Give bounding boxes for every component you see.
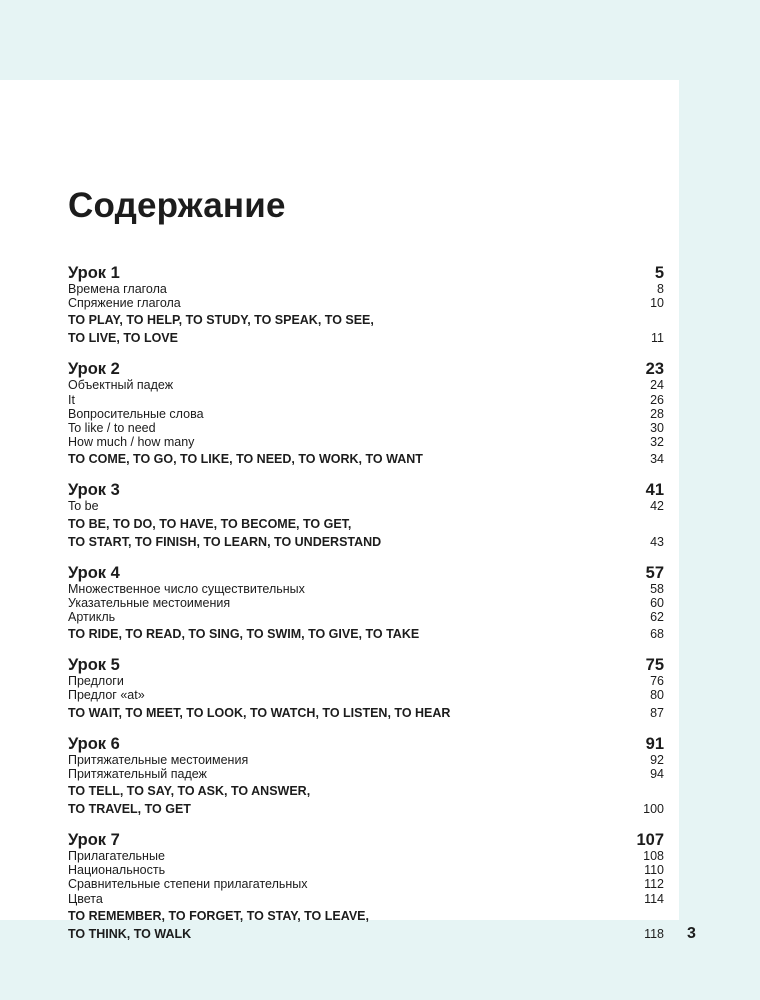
toc-entry-page: 58 <box>650 581 664 596</box>
lesson-page-number: 5 <box>654 264 664 282</box>
verbs-line: TO REMEMBER, TO FORGET, TO STAY, TO LEAVE, <box>68 908 369 923</box>
toc-entry[interactable] <box>68 393 664 407</box>
verbs-entry-page: 34 <box>650 452 664 467</box>
lesson-block <box>68 562 664 644</box>
toc-entry[interactable] <box>68 499 664 513</box>
verbs-line: TO RIDE, TO READ, TO SING, TO SWIM, TO GIVE, TO TAKE <box>68 627 420 642</box>
page-number: 3 <box>687 925 696 942</box>
toc-entry-label: Времена глагола <box>68 282 167 296</box>
lesson-page-number: 57 <box>645 563 664 582</box>
lesson-block <box>68 733 664 818</box>
lesson-heading[interactable] <box>68 358 664 380</box>
toc-entry[interactable] <box>68 282 664 296</box>
toc-entry-label: Предлог «at» <box>68 688 145 703</box>
verbs-entry-page: 87 <box>650 705 664 720</box>
verbs-entry-page: 68 <box>650 627 664 642</box>
toc-entry-label: Объектный падеж <box>68 378 174 393</box>
verbs-entry-label <box>68 783 643 818</box>
toc-entry[interactable] <box>68 877 664 891</box>
verbs-entry-label <box>68 312 651 347</box>
toc-entry[interactable] <box>68 688 664 702</box>
lesson-heading[interactable] <box>68 562 664 584</box>
toc-entry-label: Артикль <box>68 610 116 625</box>
verbs-entry-page: 100 <box>643 802 664 817</box>
verbs-entry-label <box>68 908 644 943</box>
toc-entry-label: Предлоги <box>68 674 124 689</box>
verbs-line: TO BE, TO DO, TO HAVE, TO BECOME, TO GET, <box>68 516 352 531</box>
verbs-entry-label <box>68 705 650 722</box>
toc-entry-page: 26 <box>650 392 664 407</box>
verbs-line: TO TRAVEL, TO GET <box>68 802 191 817</box>
toc-entry-page: 92 <box>650 752 664 767</box>
toc-entry[interactable] <box>68 610 664 624</box>
toc-entry[interactable] <box>68 421 664 435</box>
verbs-line: TO TELL, TO SAY, TO ASK, TO ANSWER, <box>68 784 311 799</box>
verbs-entry-page: 11 <box>651 331 664 346</box>
table-of-contents <box>68 262 664 954</box>
verbs-entry-page: 118 <box>644 926 664 941</box>
verbs-entry-label <box>68 516 650 551</box>
toc-entry-label: Прилагательные <box>68 849 165 864</box>
toc-entry[interactable] <box>68 863 664 877</box>
lesson-title: Урок 6 <box>68 734 120 753</box>
verbs-line: TO COME, TO GO, TO LIKE, TO NEED, TO WORK, TO WANT <box>68 452 423 467</box>
lesson-page-number: 91 <box>645 734 664 753</box>
lesson-block <box>68 479 664 550</box>
verbs-entry[interactable] <box>68 451 664 468</box>
lesson-title: Урок 7 <box>68 831 120 850</box>
toc-entry-page: 108 <box>643 849 664 864</box>
toc-entry-page: 76 <box>650 674 664 689</box>
toc-entry[interactable] <box>68 378 664 392</box>
toc-entry-label: Сравнительные степени прилагательных <box>68 877 308 892</box>
verbs-entry[interactable] <box>68 783 664 818</box>
page-title: Содержание <box>68 186 286 225</box>
toc-entry-label: Множественное число существительных <box>68 581 305 596</box>
lesson-title: Урок 4 <box>68 563 120 582</box>
verbs-line: TO PLAY, TO HELP, TO STUDY, TO SPEAK, TO SEE, <box>68 313 374 328</box>
toc-entry[interactable] <box>68 849 664 863</box>
toc-entry-label: To like / to need <box>68 421 156 436</box>
toc-entry-page: 62 <box>650 610 664 625</box>
toc-entry-label: How much / how many <box>68 435 195 450</box>
verbs-entry[interactable] <box>68 626 664 643</box>
toc-entry-page: 30 <box>650 421 664 436</box>
lesson-heading[interactable] <box>68 479 664 501</box>
toc-entry-label: To be <box>68 499 99 514</box>
lesson-heading[interactable] <box>68 733 664 755</box>
toc-entry[interactable] <box>68 892 664 906</box>
lesson-heading[interactable] <box>68 654 664 676</box>
verbs-line: TO LIVE, TO LOVE <box>68 331 178 346</box>
lesson-block <box>68 358 664 468</box>
verbs-entry-page: 43 <box>650 534 664 549</box>
lesson-title: Урок 3 <box>68 481 120 500</box>
toc-entry-label: Притяжательные местоимения <box>68 752 249 767</box>
toc-entry-page: 42 <box>650 499 664 514</box>
lesson-heading[interactable] <box>68 829 664 851</box>
lesson-heading[interactable] <box>68 262 664 284</box>
lesson-page-number: 107 <box>636 831 664 850</box>
toc-entry-label: Спряжение глагола <box>68 296 181 311</box>
toc-entry[interactable] <box>68 767 664 781</box>
toc-entry-page: 94 <box>650 766 664 781</box>
lesson-block <box>68 654 664 721</box>
verbs-entry[interactable] <box>68 908 664 943</box>
lesson-page-number: 41 <box>645 481 664 500</box>
toc-entry-page: 24 <box>650 378 664 393</box>
toc-entry-label: Притяжательный падеж <box>68 766 207 781</box>
toc-entry-label: Цвета <box>68 891 103 906</box>
toc-entry-page: 32 <box>650 435 664 450</box>
toc-entry-page: 110 <box>644 863 664 878</box>
toc-entry-page: 10 <box>650 296 664 311</box>
verbs-entry[interactable] <box>68 516 664 551</box>
toc-entry-page: 8 <box>657 282 664 296</box>
toc-entry[interactable] <box>68 296 664 310</box>
toc-entry-label: It <box>68 392 75 407</box>
toc-entry-label: Национальность <box>68 863 166 878</box>
toc-entry-page: 80 <box>650 688 664 703</box>
verbs-entry[interactable] <box>68 312 664 347</box>
toc-entry[interactable] <box>68 596 664 610</box>
toc-entry[interactable] <box>68 582 664 596</box>
verbs-entry-label <box>68 626 650 643</box>
lesson-block <box>68 829 664 943</box>
toc-entry-label: Указательные местоимения <box>68 595 231 610</box>
toc-entry[interactable] <box>68 407 664 421</box>
verbs-line: TO THINK, TO WALK <box>68 926 192 941</box>
toc-entry[interactable] <box>68 753 664 767</box>
toc-entry[interactable] <box>68 435 664 449</box>
toc-entry-page: 60 <box>650 595 664 610</box>
lesson-page-number: 75 <box>645 656 664 675</box>
lesson-page-number: 23 <box>645 360 664 379</box>
toc-entry-page: 114 <box>644 891 664 906</box>
lesson-block <box>68 262 664 347</box>
lesson-title: Урок 2 <box>68 360 120 379</box>
verbs-line: TO WAIT, TO MEET, TO LOOK, TO WATCH, TO LISTEN, TO HEAR <box>68 705 451 720</box>
lesson-title: Урок 1 <box>68 264 120 282</box>
toc-entry-label: Вопросительные слова <box>68 406 204 421</box>
verbs-line: TO START, TO FINISH, TO LEARN, TO UNDERSTAND <box>68 534 382 549</box>
toc-entry-page: 112 <box>644 877 664 892</box>
toc-entry[interactable] <box>68 674 664 688</box>
verbs-entry-label <box>68 451 650 468</box>
verbs-entry[interactable] <box>68 705 664 722</box>
lesson-title: Урок 5 <box>68 656 120 675</box>
toc-entry-page: 28 <box>650 406 664 421</box>
